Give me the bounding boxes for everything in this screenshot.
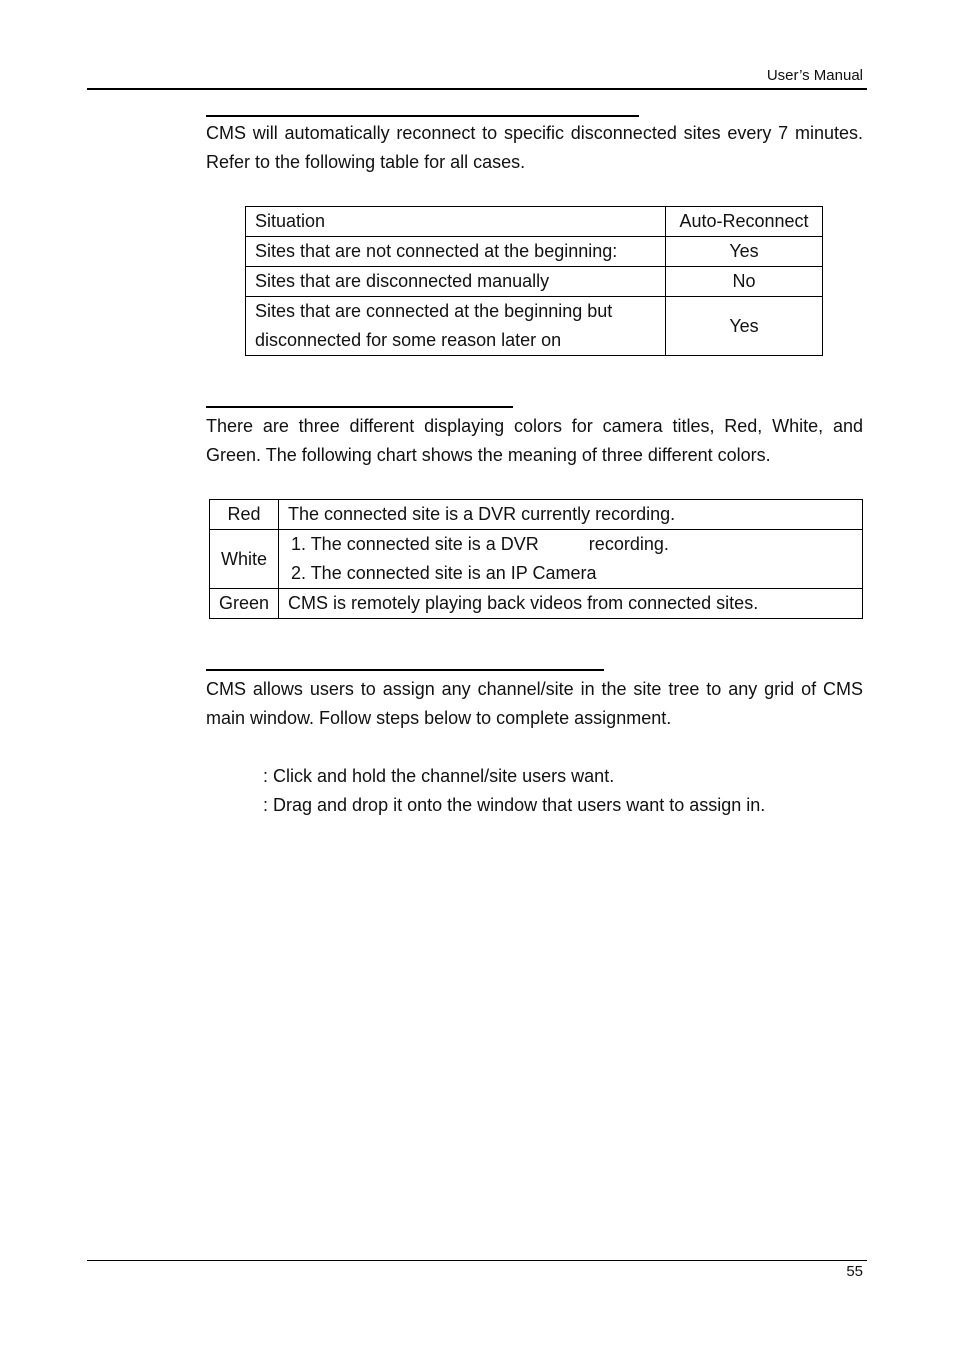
- table-row: [246, 297, 823, 356]
- color-label-red: Red: [210, 500, 279, 530]
- header-title: User’s Manual: [766, 67, 863, 84]
- header-rule: [87, 88, 867, 90]
- header-situation: Situation: [246, 207, 666, 237]
- reconnect-table: [245, 206, 823, 356]
- color-meaning-green: CMS is remotely playing back videos from connected sites.: [279, 589, 863, 619]
- white-item-1: 1. The connected site is a DVR recording.: [291, 534, 669, 554]
- table-row: [210, 530, 863, 589]
- step-2: : Drag and drop it onto the window that users want to assign in.: [263, 795, 766, 815]
- section1-paragraph: CMS will automatically reconnect to specific disconnected sites every 7 minutes. Refer to the following table for all cases.: [206, 123, 863, 172]
- color-table: [209, 499, 863, 619]
- reconnect-cell: Yes: [666, 237, 823, 267]
- reconnect-cell: Yes: [666, 297, 823, 356]
- reconnect-cell: No: [666, 267, 823, 297]
- footer-rule: [87, 1260, 867, 1261]
- table-row: [246, 237, 823, 267]
- color-meaning-red: The connected site is a DVR currently recording.: [279, 500, 863, 530]
- step-1: : Click and hold the channel/site users want.: [263, 766, 615, 786]
- situation-line: disconnected for some reason later on: [255, 330, 562, 350]
- table-row: [210, 500, 863, 530]
- color-meaning-white: [279, 530, 863, 589]
- situation-cell: Sites that are not connected at the beginning:: [246, 237, 666, 267]
- table-row: [246, 267, 823, 297]
- color-label-green: Green: [210, 589, 279, 619]
- page-number: 55: [846, 1263, 863, 1280]
- table-row: [210, 589, 863, 619]
- header-auto-reconnect: Auto-Reconnect: [666, 207, 823, 237]
- section3-heading-rule: [206, 669, 604, 671]
- color-label-white: White: [210, 530, 279, 589]
- section2-heading-rule: [206, 406, 513, 408]
- section2-paragraph: There are three different displaying colors for camera titles, Red, White, and Green. The following chart shows the meaning of three different colors.: [206, 416, 863, 465]
- table-header-row: [246, 207, 823, 237]
- white-item-2: 2. The connected site is an IP Camera: [291, 563, 597, 583]
- situation-cell: [246, 297, 666, 356]
- section3-paragraph: CMS allows users to assign any channel/site in the site tree to any grid of CMS main window. Follow steps below to complete assignment.: [206, 679, 863, 728]
- situation-cell: Sites that are disconnected manually: [246, 267, 666, 297]
- section1-heading-rule: [206, 115, 639, 117]
- situation-line: Sites that are connected at the beginning but: [255, 301, 613, 321]
